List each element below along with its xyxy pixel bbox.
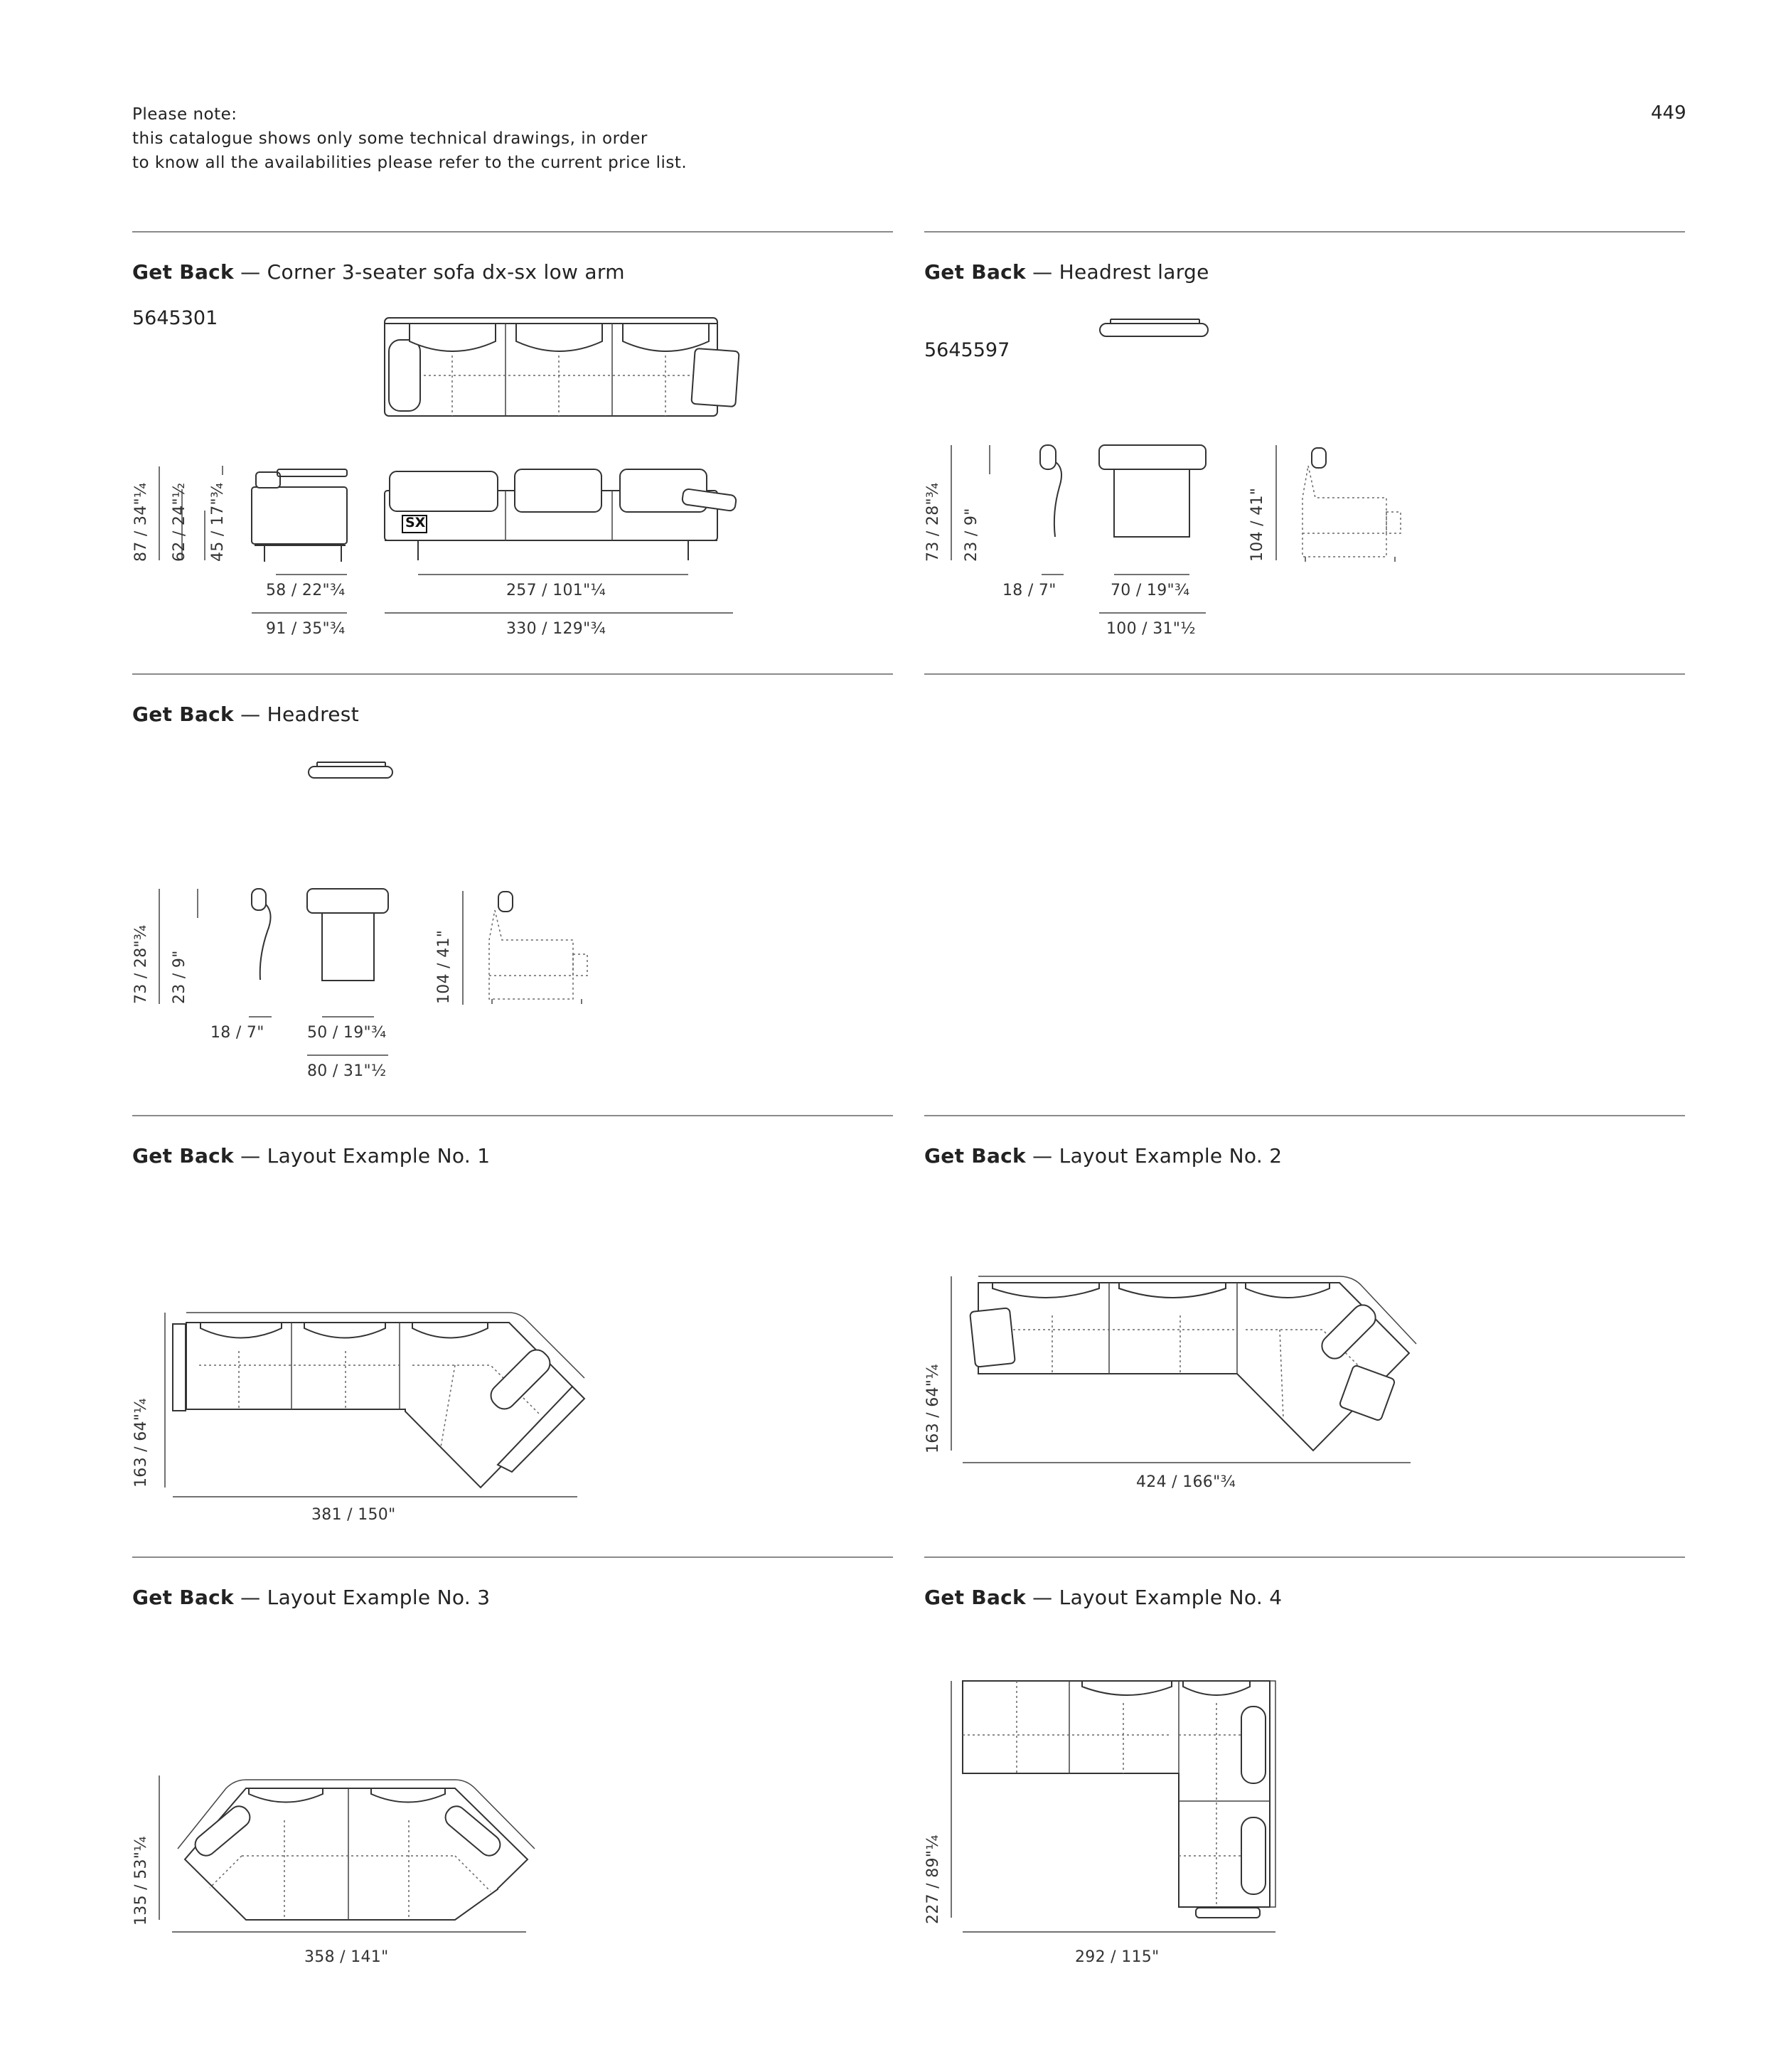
brand-name: Get Back: [924, 1144, 1026, 1168]
height-dimension: 87 / 34"¼: [132, 482, 150, 562]
width-dimension: 330 / 129"¾: [506, 620, 606, 638]
brand-name: Get Back: [132, 260, 234, 284]
headrest-front-view: [307, 889, 388, 981]
brand-name: Get Back: [132, 1144, 234, 1168]
height-dimension: 45 / 17"¾: [209, 482, 227, 562]
width-dimension: 18 / 7": [1002, 582, 1056, 599]
product-code: 5645301: [132, 307, 218, 329]
brand-name: Get Back: [924, 1586, 1026, 1609]
height-dimension: 135 / 53"¼: [132, 1836, 150, 1926]
height-dimension: 104 / 41": [1248, 487, 1266, 562]
width-dimension: 70 / 19"¾: [1111, 582, 1190, 599]
layout-4-drawing: [963, 1681, 1275, 1918]
width-dimension: 91 / 35"¾: [266, 620, 346, 638]
width-dimension: 358 / 141": [304, 1948, 389, 1966]
height-dimension: 62 / 24"½: [171, 482, 188, 562]
height-dimension: 227 / 89"¼: [924, 1835, 942, 1924]
height-dimension: 23 / 9": [171, 950, 188, 1004]
product-name: — Headrest: [240, 703, 359, 726]
width-dimension: 58 / 22"¾: [266, 582, 346, 599]
width-dimension: 100 / 31"½: [1106, 620, 1196, 638]
height-dimension: 104 / 41": [435, 929, 453, 1004]
sx-label: SX: [405, 515, 426, 530]
width-dimension: 292 / 115": [1075, 1948, 1160, 1966]
product-name: — Layout Example No. 1: [240, 1144, 491, 1168]
headrest-top-view: [309, 762, 392, 778]
product-name: — Layout Example No. 4: [1032, 1586, 1283, 1609]
brand-name: Get Back: [132, 1586, 234, 1609]
headrest-large-side-view: [1040, 445, 1061, 537]
product-name: — Layout Example No. 2: [1032, 1144, 1283, 1168]
dimension-lines: [951, 1681, 1275, 1932]
height-dimension: 73 / 28"¾: [924, 482, 942, 562]
width-dimension: 381 / 150": [311, 1506, 396, 1524]
product-name: — Corner 3-seater sofa dx-sx low arm: [240, 260, 625, 284]
product-code: 5645597: [924, 339, 1010, 361]
sofa-side-view: [252, 469, 347, 562]
brand-name: Get Back: [924, 260, 1026, 284]
width-dimension: 50 / 19"¾: [307, 1024, 387, 1042]
product-name: — Headrest large: [1032, 260, 1209, 284]
brand-name: Get Back: [132, 703, 234, 726]
width-dimension: 257 / 101"¼: [506, 582, 606, 599]
width-dimension: 424 / 166"¾: [1136, 1473, 1236, 1491]
product-name: — Layout Example No. 3: [240, 1586, 491, 1609]
headrest-on-sofa-view: [489, 892, 587, 1004]
page-number: 449: [1651, 102, 1686, 124]
note-line-3: to know all the availabilities please refer to the current price list.: [132, 154, 688, 172]
headrest-large-on-sofa-view: [1302, 448, 1401, 562]
width-dimension: 18 / 7": [210, 1024, 264, 1042]
height-dimension: 73 / 28"¾: [132, 924, 150, 1004]
sofa-front-view: [385, 469, 737, 560]
height-dimension: 163 / 64"¼: [924, 1364, 942, 1453]
headrest-large-top-view: [1100, 319, 1208, 336]
sofa-top-view: [385, 318, 739, 416]
dimension-lines: [951, 1276, 1411, 1463]
note-line-2: this catalogue shows only some technical drawings, in order: [132, 129, 648, 148]
height-dimension: 163 / 64"¼: [132, 1398, 150, 1488]
width-dimension: 80 / 31"½: [307, 1062, 387, 1080]
note-line-1: Please note:: [132, 105, 237, 124]
height-dimension: 23 / 9": [963, 508, 980, 562]
headrest-side-view: [252, 889, 271, 980]
layout-1-drawing: [173, 1313, 584, 1488]
layout-3-drawing: [178, 1780, 535, 1920]
layout-2-drawing: [970, 1276, 1416, 1451]
headrest-large-front-view: [1099, 445, 1206, 537]
